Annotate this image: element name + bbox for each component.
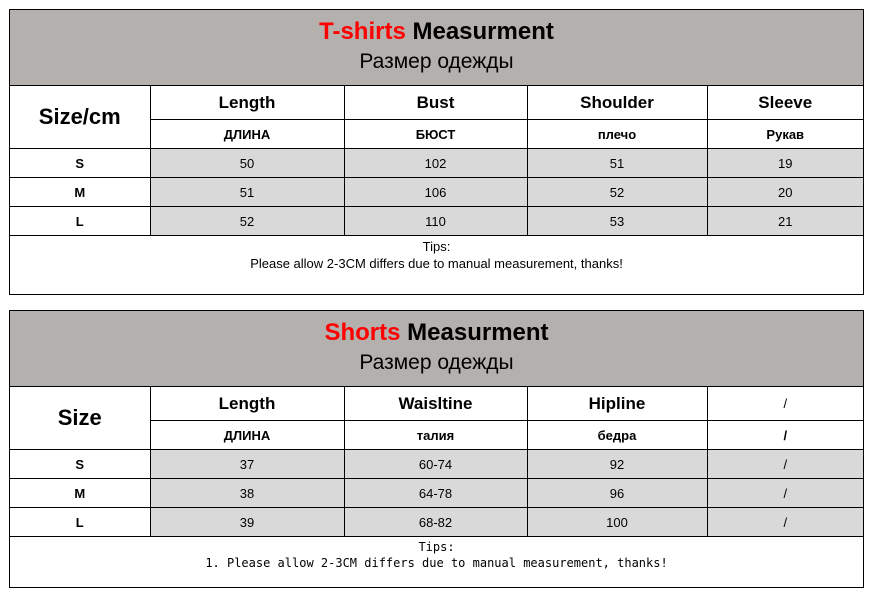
tshirts-size-table	[10, 86, 863, 236]
table-cell: 92	[527, 450, 707, 479]
tshirts-title-black: Measurment	[405, 18, 554, 45]
table-cell: 64-78	[344, 479, 527, 508]
tips-title: Tips:	[422, 239, 451, 254]
tips-title: Tips:	[418, 540, 455, 554]
table-cell: 37	[150, 450, 344, 479]
size-label: M	[10, 178, 150, 207]
table-row	[10, 450, 863, 479]
table-cell: 51	[527, 149, 707, 178]
table-cell: 51	[150, 178, 344, 207]
size-column-header: Size	[10, 387, 150, 450]
table-cell: 110	[344, 207, 527, 236]
table-cell: 96	[527, 479, 707, 508]
tshirts-chart-title	[10, 10, 863, 47]
tshirts-tips	[10, 236, 863, 272]
table-cell: 38	[150, 479, 344, 508]
table-cell: /	[707, 508, 863, 537]
table-row	[10, 207, 863, 236]
table-row	[10, 508, 863, 537]
shorts-size-chart	[9, 310, 864, 588]
shorts-chart-subtitle: Размер одежды	[359, 351, 514, 374]
size-label: L	[10, 207, 150, 236]
table-cell: 19	[707, 149, 863, 178]
column-header-bust: Bust	[344, 86, 527, 120]
table-cell: 102	[344, 149, 527, 178]
table-cell: 53	[527, 207, 707, 236]
tips-text: 1. Please allow 2-3CM differs due to manual measurement, thanks!	[205, 556, 668, 570]
tshirts-chart-header	[10, 10, 863, 86]
table-cell: 100	[527, 508, 707, 537]
column-subheader-sleeve: Рукав	[707, 120, 863, 149]
shorts-title-red: Shorts	[324, 319, 401, 346]
size-label: S	[10, 450, 150, 479]
tshirts-title-red: T-shirts	[319, 18, 406, 45]
column-subheader-empty: /	[707, 421, 863, 450]
column-subheader-bust: БЮСТ	[344, 120, 527, 149]
tshirts-size-chart	[9, 9, 864, 295]
column-header-waistline: Waisltine	[344, 387, 527, 421]
column-subheader-shoulder: плечо	[527, 120, 707, 149]
size-label: S	[10, 149, 150, 178]
column-subheader-length: ДЛИНА	[150, 120, 344, 149]
table-cell: /	[707, 450, 863, 479]
table-cell: 50	[150, 149, 344, 178]
shorts-size-table	[10, 387, 863, 537]
table-row	[10, 479, 863, 508]
table-cell: 106	[344, 178, 527, 207]
size-label: L	[10, 508, 150, 537]
column-header-length: Length	[150, 387, 344, 421]
column-header-length: Length	[150, 86, 344, 120]
table-row	[10, 178, 863, 207]
column-subheader-hipline: бедра	[527, 421, 707, 450]
shorts-chart-header	[10, 311, 863, 387]
column-header-hipline: Hipline	[527, 387, 707, 421]
table-cell: 68-82	[344, 508, 527, 537]
column-header-sleeve: Sleeve	[707, 86, 863, 120]
column-subheader-length: ДЛИНА	[150, 421, 344, 450]
shorts-chart-title	[10, 311, 863, 348]
table-row	[10, 149, 863, 178]
tshirts-chart-subtitle: Размер одежды	[359, 50, 514, 73]
size-label: M	[10, 479, 150, 508]
table-cell: 52	[527, 178, 707, 207]
column-header-shoulder: Shoulder	[527, 86, 707, 120]
table-cell: 39	[150, 508, 344, 537]
shorts-title-black: Measurment	[400, 319, 549, 346]
column-header-empty: /	[707, 387, 863, 421]
table-cell: /	[707, 479, 863, 508]
shorts-tips	[10, 537, 863, 571]
table-cell: 21	[707, 207, 863, 236]
table-cell: 52	[150, 207, 344, 236]
table-cell: 60-74	[344, 450, 527, 479]
size-column-header: Size/cm	[10, 86, 150, 149]
table-cell: 20	[707, 178, 863, 207]
column-subheader-waistline: талия	[344, 421, 527, 450]
tips-text: Please allow 2-3CM differs due to manual measurement, thanks!	[250, 256, 623, 271]
